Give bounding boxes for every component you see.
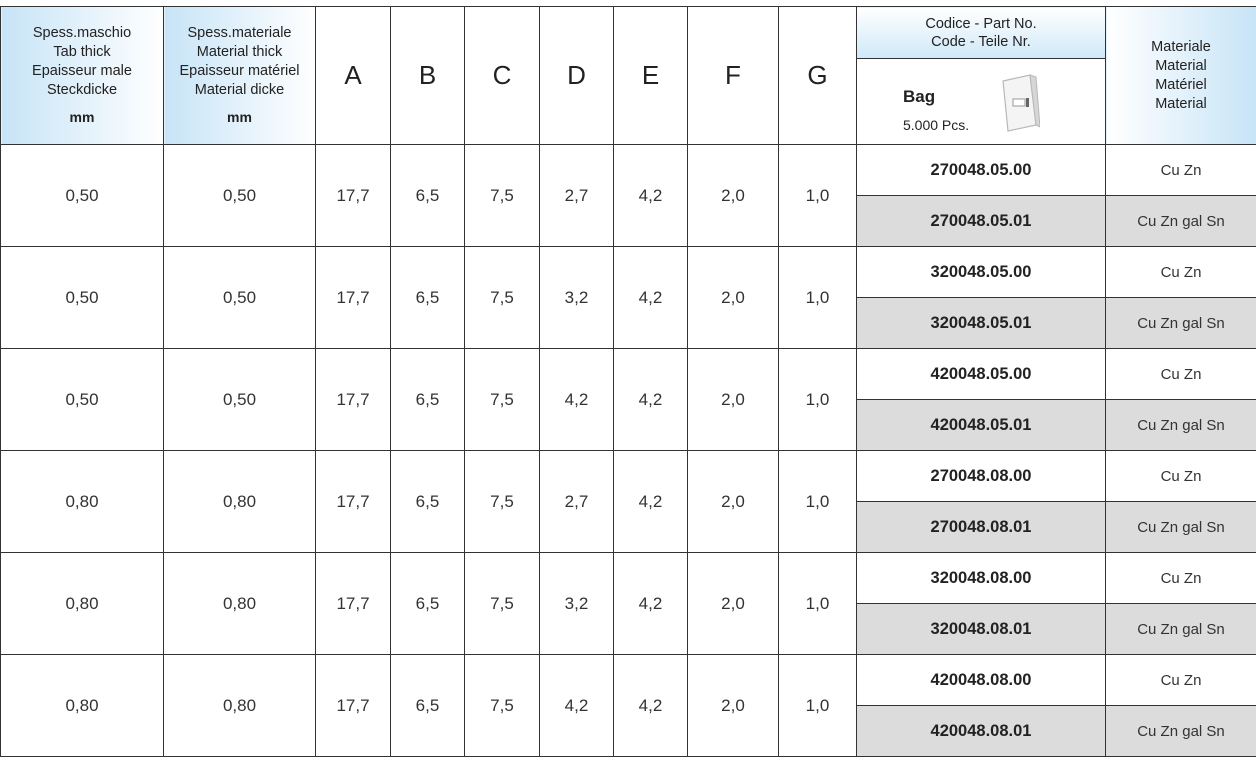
header-code-title bbox=[857, 7, 1106, 59]
dim-e-cell: 4,2 bbox=[614, 451, 688, 553]
tab-thick-cell: 0,50 bbox=[1, 349, 164, 451]
dim-c-cell: 7,5 bbox=[465, 451, 540, 553]
header-material-fr: Matériel bbox=[1155, 76, 1207, 93]
header-tab-thick-en: Tab thick bbox=[53, 44, 111, 60]
material-cell: Cu Zn bbox=[1106, 247, 1256, 298]
header-package bbox=[857, 59, 1106, 145]
bag-icon bbox=[1000, 73, 1040, 133]
header-material-thick-unit: mm bbox=[227, 109, 252, 125]
material-thick-cell: 0,50 bbox=[164, 247, 316, 349]
header-dim-e: E bbox=[614, 7, 688, 145]
header-tab-thick-de: Steckdicke bbox=[46, 82, 118, 98]
table-row bbox=[1, 655, 1256, 706]
dim-d-cell: 3,2 bbox=[540, 553, 614, 655]
dim-f-cell: 2,0 bbox=[688, 655, 779, 757]
table-row bbox=[1, 349, 1256, 400]
dim-e-cell: 4,2 bbox=[614, 349, 688, 451]
header-material bbox=[1106, 7, 1256, 145]
part-code-cell: 320048.08.01 bbox=[857, 604, 1106, 655]
material-thick-cell: 0,80 bbox=[164, 451, 316, 553]
dim-f-cell: 2,0 bbox=[688, 145, 779, 247]
dim-c-cell: 7,5 bbox=[465, 349, 540, 451]
dim-g-cell: 1,0 bbox=[779, 655, 857, 757]
dim-e-cell: 4,2 bbox=[614, 553, 688, 655]
part-code-cell: 270048.05.00 bbox=[857, 145, 1106, 196]
header-tab-thick-fr: Epaisseur male bbox=[32, 63, 132, 79]
dim-g-cell: 1,0 bbox=[779, 553, 857, 655]
table-row bbox=[1, 451, 1256, 502]
header-dim-c: C bbox=[465, 7, 540, 145]
dim-a-cell: 17,7 bbox=[316, 247, 391, 349]
header-material-thick-fr: Epaisseur matériel bbox=[179, 63, 300, 79]
dim-f-cell: 2,0 bbox=[688, 553, 779, 655]
part-code-cell: 320048.05.00 bbox=[857, 247, 1106, 298]
material-cell: Cu Zn gal Sn bbox=[1106, 604, 1256, 655]
material-thick-cell: 0,80 bbox=[164, 553, 316, 655]
header-tab-thick-unit: mm bbox=[69, 109, 95, 125]
material-cell: Cu Zn bbox=[1106, 553, 1256, 604]
dim-d-cell: 3,2 bbox=[540, 247, 614, 349]
dim-a-cell: 17,7 bbox=[316, 451, 391, 553]
header-dim-f: F bbox=[688, 7, 779, 145]
dim-e-cell: 4,2 bbox=[614, 655, 688, 757]
dim-b-cell: 6,5 bbox=[391, 553, 465, 655]
material-cell: Cu Zn gal Sn bbox=[1106, 502, 1256, 553]
table-row bbox=[1, 145, 1256, 196]
tab-thick-cell: 0,50 bbox=[1, 247, 164, 349]
header-material-thick bbox=[164, 7, 316, 145]
header-material-it: Materiale bbox=[1151, 38, 1211, 55]
dim-c-cell: 7,5 bbox=[465, 655, 540, 757]
material-cell: Cu Zn bbox=[1106, 349, 1256, 400]
dim-b-cell: 6,5 bbox=[391, 655, 465, 757]
dim-g-cell: 1,0 bbox=[779, 451, 857, 553]
header-material-thick-it: Spess.materiale bbox=[187, 25, 292, 41]
part-code-cell: 320048.05.01 bbox=[857, 298, 1106, 349]
material-thick-cell: 0,50 bbox=[164, 145, 316, 247]
header-material-thick-de: Material dicke bbox=[194, 82, 285, 98]
dim-e-cell: 4,2 bbox=[614, 247, 688, 349]
package-qty: 5.000 Pcs. bbox=[903, 117, 970, 133]
dim-b-cell: 6,5 bbox=[391, 247, 465, 349]
dim-c-cell: 7,5 bbox=[465, 145, 540, 247]
dim-d-cell: 4,2 bbox=[540, 655, 614, 757]
dim-a-cell: 17,7 bbox=[316, 349, 391, 451]
header-code-title-line1: Codice - Part No. bbox=[925, 15, 1037, 32]
header-tab-thick bbox=[1, 7, 164, 145]
tab-thick-cell: 0,50 bbox=[1, 145, 164, 247]
material-cell: Cu Zn gal Sn bbox=[1106, 196, 1256, 247]
tab-thick-cell: 0,80 bbox=[1, 655, 164, 757]
tab-thick-cell: 0,80 bbox=[1, 553, 164, 655]
dim-d-cell: 2,7 bbox=[540, 451, 614, 553]
package-label: Bag bbox=[903, 87, 936, 106]
dim-d-cell: 4,2 bbox=[540, 349, 614, 451]
header-material-de: Material bbox=[1155, 95, 1207, 112]
part-code-cell: 420048.05.00 bbox=[857, 349, 1106, 400]
dim-b-cell: 6,5 bbox=[391, 451, 465, 553]
part-code-cell: 420048.08.00 bbox=[857, 655, 1106, 706]
header-material-thick-en: Material thick bbox=[196, 44, 283, 60]
part-code-cell: 270048.08.01 bbox=[857, 502, 1106, 553]
dim-g-cell: 1,0 bbox=[779, 349, 857, 451]
header-tab-thick-it: Spess.maschio bbox=[32, 25, 132, 41]
material-cell: Cu Zn bbox=[1106, 655, 1256, 706]
part-code-cell: 420048.08.01 bbox=[857, 706, 1106, 757]
material-thick-cell: 0,80 bbox=[164, 655, 316, 757]
dim-a-cell: 17,7 bbox=[316, 145, 391, 247]
part-code-cell: 320048.08.00 bbox=[857, 553, 1106, 604]
header-dim-b: B bbox=[391, 7, 465, 145]
header-dim-g: G bbox=[779, 7, 857, 145]
dim-f-cell: 2,0 bbox=[688, 349, 779, 451]
spec-table bbox=[0, 6, 1256, 757]
header-dim-d: D bbox=[540, 7, 614, 145]
material-cell: Cu Zn bbox=[1106, 145, 1256, 196]
material-cell: Cu Zn bbox=[1106, 451, 1256, 502]
dim-f-cell: 2,0 bbox=[688, 451, 779, 553]
dim-a-cell: 17,7 bbox=[316, 553, 391, 655]
part-code-cell: 270048.08.00 bbox=[857, 451, 1106, 502]
table-row bbox=[1, 247, 1256, 298]
material-cell: Cu Zn gal Sn bbox=[1106, 298, 1256, 349]
tab-thick-cell: 0,80 bbox=[1, 451, 164, 553]
dim-c-cell: 7,5 bbox=[465, 247, 540, 349]
header-code-title-line2: Code - Teile Nr. bbox=[931, 33, 1031, 50]
part-code-cell: 270048.05.01 bbox=[857, 196, 1106, 247]
material-cell: Cu Zn gal Sn bbox=[1106, 400, 1256, 451]
material-thick-cell: 0,50 bbox=[164, 349, 316, 451]
dim-f-cell: 2,0 bbox=[688, 247, 779, 349]
table-row bbox=[1, 553, 1256, 604]
header-material-en: Material bbox=[1155, 57, 1207, 74]
dim-b-cell: 6,5 bbox=[391, 145, 465, 247]
header-dim-a: A bbox=[316, 7, 391, 145]
dim-c-cell: 7,5 bbox=[465, 553, 540, 655]
dim-d-cell: 2,7 bbox=[540, 145, 614, 247]
dim-b-cell: 6,5 bbox=[391, 349, 465, 451]
dim-g-cell: 1,0 bbox=[779, 247, 857, 349]
part-code-cell: 420048.05.01 bbox=[857, 400, 1106, 451]
dim-e-cell: 4,2 bbox=[614, 145, 688, 247]
material-cell: Cu Zn gal Sn bbox=[1106, 706, 1256, 757]
dim-g-cell: 1,0 bbox=[779, 145, 857, 247]
dim-a-cell: 17,7 bbox=[316, 655, 391, 757]
